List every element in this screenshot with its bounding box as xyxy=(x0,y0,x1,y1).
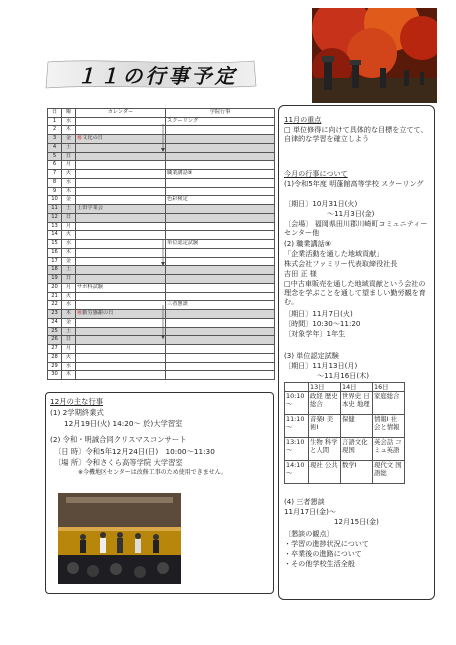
calendar-note xyxy=(76,117,166,126)
school-event xyxy=(166,126,275,135)
calendar-row xyxy=(48,362,275,371)
calendar-weekday: 水 xyxy=(62,240,76,249)
header-calendar: カレンダー xyxy=(76,109,166,118)
meeting-viewpoints: 〔懇談の観点〕 xyxy=(284,529,334,538)
calendar-weekday: 木 xyxy=(62,310,76,319)
school-event xyxy=(166,257,275,266)
exam-cell: 現代文 国語総 xyxy=(373,461,405,484)
concert-date: 〔日 時〕令和5年12月24日(日) 10:00～11:30 xyxy=(54,447,215,456)
calendar-day: 22 xyxy=(48,301,62,310)
school-event xyxy=(166,266,275,275)
calendar-note xyxy=(76,283,166,292)
school-event xyxy=(166,371,275,380)
career-talk-description: □中古車販売を通した地域貢献という会社の理念を学ぶことを通して望ましい勤労観を育む。 xyxy=(284,279,426,307)
exam-cell: 情報Ⅰ 社会と情報 xyxy=(373,415,405,438)
exam-cell: 数学Ⅰ xyxy=(341,461,373,484)
calendar-day: 11 xyxy=(48,205,62,214)
exam-cell: 現社 公共 xyxy=(309,461,341,484)
calendar-note xyxy=(76,275,166,284)
calendar-weekday: 木 xyxy=(62,371,76,380)
calendar-weekday: 木 xyxy=(62,248,76,257)
focus-title: 11月の重点 xyxy=(284,115,322,124)
school-event xyxy=(166,345,275,354)
calendar-day: 24 xyxy=(48,318,62,327)
calendar-weekday: 火 xyxy=(62,231,76,240)
calendar-weekday: 水 xyxy=(62,178,76,187)
meeting-title: (4) 三者懇談 xyxy=(284,497,325,506)
calendar-note xyxy=(76,310,166,319)
calendar-note xyxy=(76,266,166,275)
school-event: スクーリング xyxy=(166,117,275,126)
school-event xyxy=(166,362,275,371)
calendar-note xyxy=(76,371,166,380)
school-event: 三者懇談 xyxy=(166,301,275,310)
calendar-day: 26 xyxy=(48,336,62,345)
calendar-weekday: 土 xyxy=(62,143,76,152)
calendar-day: 1 xyxy=(48,117,62,126)
autumn-lanterns-photo xyxy=(312,8,437,103)
calendar-note xyxy=(76,353,166,362)
focus-text: □ 単位修得に向けて具体的な目標を立てて、自律的な学習を確立しよう xyxy=(284,125,428,144)
calendar-weekday: 火 xyxy=(62,353,76,362)
calendar-note xyxy=(76,248,166,257)
calendar-weekday: 火 xyxy=(62,292,76,301)
school-event xyxy=(166,143,275,152)
calendar-day: 15 xyxy=(48,240,62,249)
calendar-day: 30 xyxy=(48,371,62,380)
calendar-day: 9 xyxy=(48,187,62,196)
calendar-note xyxy=(76,143,166,152)
school-event xyxy=(166,283,275,292)
school-event xyxy=(166,327,275,336)
header-day: 日 xyxy=(48,109,62,118)
exam-row xyxy=(285,438,405,461)
calendar-day: 13 xyxy=(48,222,62,231)
calendar-weekday: 水 xyxy=(62,117,76,126)
schooling-title: (1)令和5年度 明蓬館高等学校 スクーリング xyxy=(284,179,424,188)
calendar-row xyxy=(48,345,275,354)
calendar-weekday: 土 xyxy=(62,327,76,336)
calendar-note-text: サポ科試験 xyxy=(77,283,103,290)
exam-row xyxy=(285,461,405,484)
calendar-day: 7 xyxy=(48,170,62,179)
school-event xyxy=(166,222,275,231)
career-talk-time: 〔時間〕10:30～11:20 xyxy=(284,319,361,328)
exam-cell: 14日 xyxy=(341,383,373,392)
calendar-note xyxy=(76,345,166,354)
concert-title: (2) 令和・明誠合同クリスマスコンサート xyxy=(50,435,187,444)
exam-cell: 言語文化 現国 xyxy=(341,438,373,461)
concert-venue: 〔場 所〕令和さくら高等学院 大学習室 xyxy=(54,458,183,467)
calendar-note xyxy=(76,170,166,179)
school-event xyxy=(166,161,275,170)
exam-cell: 世界史 日本史 地理 xyxy=(341,392,373,415)
page-title: １１の行事予定 xyxy=(76,64,238,88)
school-event xyxy=(166,213,275,222)
calendar-weekday: 日 xyxy=(62,336,76,345)
monthly-info-box xyxy=(278,105,435,600)
calendar-weekday: 月 xyxy=(62,345,76,354)
career-talk-target: 〔対象学年〕1年生 xyxy=(284,329,346,338)
calendar-day: 19 xyxy=(48,275,62,284)
calendar-day: 10 xyxy=(48,196,62,205)
calendar-day: 27 xyxy=(48,345,62,354)
calendar-note xyxy=(76,327,166,336)
calendar-day: 3 xyxy=(48,135,62,144)
calendar-weekday: 月 xyxy=(62,222,76,231)
calendar-note xyxy=(76,292,166,301)
meeting-point-3: ・その他学校生活全般 xyxy=(284,559,355,568)
school-event: 単位認定試験 xyxy=(166,240,275,249)
exam-cell: 16日 xyxy=(373,383,405,392)
calendar-weekday: 月 xyxy=(62,283,76,292)
calendar-note xyxy=(76,196,166,205)
calendar-day: 29 xyxy=(48,362,62,371)
calendar-note xyxy=(76,301,166,310)
school-event: 職業講話⑨ xyxy=(166,170,275,179)
calendar-note-text: 文化の日 xyxy=(82,135,103,142)
exam-schedule-table xyxy=(284,382,405,484)
calendar-note xyxy=(76,205,166,214)
exam-cell: 英会話 コミュ英語 xyxy=(373,438,405,461)
school-event xyxy=(166,318,275,327)
calendar-day: 17 xyxy=(48,257,62,266)
calendar-day: 28 xyxy=(48,353,62,362)
school-event xyxy=(166,205,275,214)
school-event xyxy=(166,187,275,196)
calendar-note xyxy=(76,318,166,327)
school-event xyxy=(166,310,275,319)
calendar-weekday: 金 xyxy=(62,196,76,205)
career-talk-date: 〔期日〕11月7日(火) xyxy=(284,309,353,318)
exam-header-row xyxy=(285,383,405,392)
header-dow: 曜 xyxy=(62,109,76,118)
exam-cell: 11:10～ xyxy=(285,415,309,438)
calendar-day: 23 xyxy=(48,310,62,319)
calendar-note xyxy=(76,231,166,240)
calendar-note xyxy=(76,178,166,187)
career-talk-title: (2) 職業講話⑨ xyxy=(284,239,332,248)
calendar-note xyxy=(76,257,166,266)
december-title: 12月の主な行事 xyxy=(50,397,104,406)
calendar-day: 5 xyxy=(48,152,62,161)
schooling-venue: 〔会場〕 福岡県田川郡川崎町コミュニティーセンター他 xyxy=(284,219,428,238)
meeting-date: 11月17日(金)～ xyxy=(284,507,336,516)
meeting-date-end: 12月15日(金) xyxy=(334,517,379,526)
header-school-events: 学院行事 xyxy=(166,109,275,118)
exam-cell: 14:10～ xyxy=(285,461,309,484)
meeting-point-2: ・卒業後の進路について xyxy=(284,549,362,558)
calendar-weekday: 土 xyxy=(62,205,76,214)
exam-row xyxy=(285,392,405,415)
calendar-weekday: 日 xyxy=(62,152,76,161)
calendar-day: 8 xyxy=(48,178,62,187)
calendar-weekday: 木 xyxy=(62,187,76,196)
exam-cell: 音楽Ⅰ 美術Ⅰ xyxy=(309,415,341,438)
calendar-note xyxy=(76,222,166,231)
calendar-note xyxy=(76,126,166,135)
calendar-day: 12 xyxy=(48,213,62,222)
calendar-day: 25 xyxy=(48,327,62,336)
calendar-weekday: 金 xyxy=(62,318,76,327)
calendar-note xyxy=(76,187,166,196)
exam-cell: 生物 科学と人間 xyxy=(309,438,341,461)
exam-date: 〔期日〕11月13日(月) xyxy=(284,361,358,370)
calendar-day: 6 xyxy=(48,161,62,170)
calendar-weekday: 火 xyxy=(62,170,76,179)
calendar-day: 16 xyxy=(48,248,62,257)
exam-cell: 家庭総合 xyxy=(373,392,405,415)
meeting-point-1: ・学習の進捗状況について xyxy=(284,539,369,548)
calendar-row xyxy=(48,371,275,380)
closing-ceremony-date: 12月19日(火) 14:20～ 於)大学習室 xyxy=(64,419,183,428)
calendar-day: 18 xyxy=(48,266,62,275)
school-event xyxy=(166,152,275,161)
calendar-row xyxy=(48,353,275,362)
calendar-note-text: 土田学業会 xyxy=(77,205,103,212)
exam-cell: 政経 歴史総合 xyxy=(309,392,341,415)
exam-cell: 保健 xyxy=(341,415,373,438)
calendar-day: 20 xyxy=(48,283,62,292)
calendar-note xyxy=(76,161,166,170)
exam-cell: 13日 xyxy=(309,383,341,392)
calendar-weekday: 木 xyxy=(62,126,76,135)
school-event xyxy=(166,248,275,257)
school-event xyxy=(166,353,275,362)
concert-note: ※今機地区センターは改修工事のため使用できません。 xyxy=(78,469,228,476)
career-talk-company: 株式会社ファミリー代表取締役社長 xyxy=(284,259,398,268)
closing-ceremony-title: (1) 2学期終業式 xyxy=(50,408,104,417)
school-event xyxy=(166,336,275,345)
school-event: 色彩検定 xyxy=(166,196,275,205)
calendar-weekday: 水 xyxy=(62,362,76,371)
calendar-weekday: 月 xyxy=(62,161,76,170)
calendar-weekday: 土 xyxy=(62,266,76,275)
holiday-mark-icon: ㊗ xyxy=(77,310,83,317)
exam-date-end: ～11月16日(木) xyxy=(317,371,369,380)
calendar-header-row xyxy=(48,109,275,118)
calendar-day: 21 xyxy=(48,292,62,301)
career-talk-person: 吉田 正 様 xyxy=(284,269,317,278)
concert-photo xyxy=(58,493,181,584)
calendar-note xyxy=(76,213,166,222)
school-event xyxy=(166,135,275,144)
calendar-note xyxy=(76,152,166,161)
calendar-day: 14 xyxy=(48,231,62,240)
calendar-weekday: 日 xyxy=(62,213,76,222)
schooling-date: 〔期日〕10月31日(火) xyxy=(284,199,358,208)
school-event xyxy=(166,231,275,240)
calendar-weekday: 金 xyxy=(62,135,76,144)
school-event xyxy=(166,292,275,301)
calendar-note xyxy=(76,135,166,144)
event-span-arrows xyxy=(160,124,166,339)
calendar-note-text: 勤労感謝の日 xyxy=(82,310,114,317)
calendar-weekday: 日 xyxy=(62,275,76,284)
exam-cell: 10:10～ xyxy=(285,392,309,415)
calendar-weekday: 水 xyxy=(62,301,76,310)
exam-cell: 13:10～ xyxy=(285,438,309,461)
school-event xyxy=(166,275,275,284)
school-event xyxy=(166,178,275,187)
calendar-weekday: 金 xyxy=(62,257,76,266)
calendar-day: 2 xyxy=(48,126,62,135)
calendar-day: 4 xyxy=(48,143,62,152)
career-talk-theme: 「企業活動を通した地域貢献」 xyxy=(284,249,384,258)
holiday-mark-icon: ㊗ xyxy=(77,135,83,142)
exam-cell xyxy=(285,383,309,392)
calendar-note xyxy=(76,362,166,371)
events-title: 今月の行事について xyxy=(284,169,348,178)
schooling-date-end: ～11月3日(金) xyxy=(327,209,375,218)
exam-title: (3) 単位認定試験 xyxy=(284,351,339,360)
exam-row xyxy=(285,415,405,438)
calendar-note xyxy=(76,240,166,249)
calendar-note xyxy=(76,336,166,345)
